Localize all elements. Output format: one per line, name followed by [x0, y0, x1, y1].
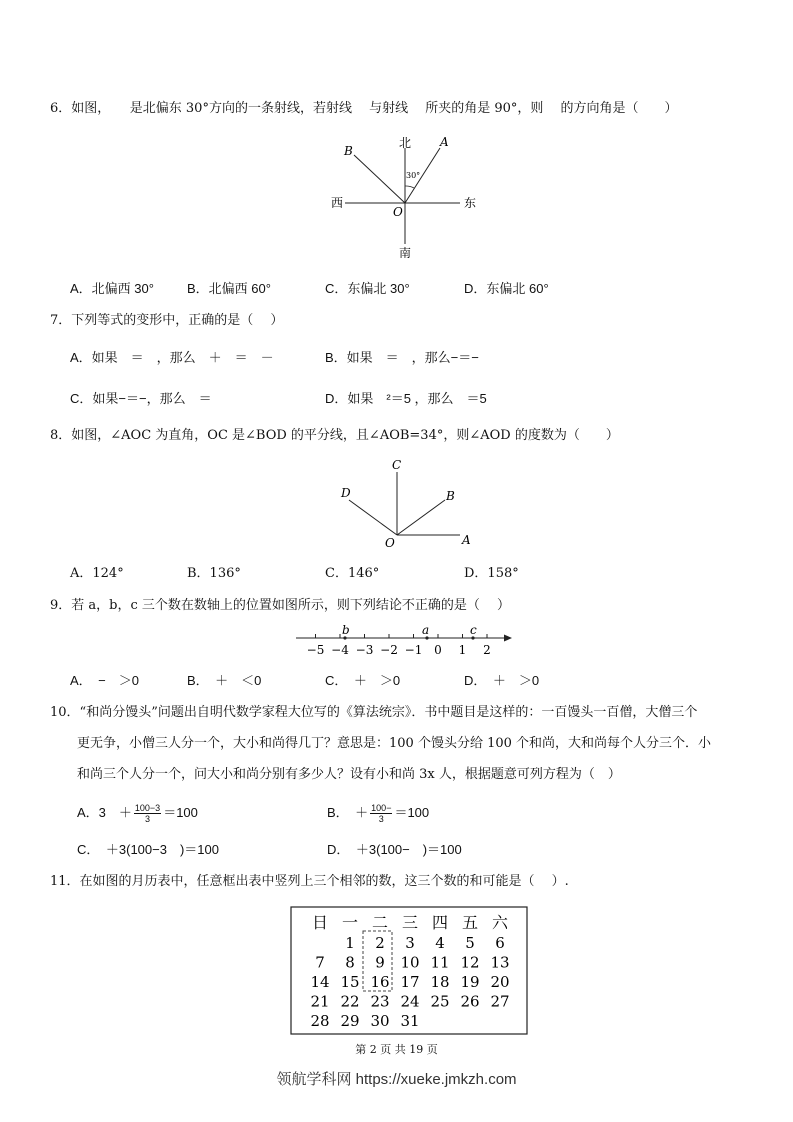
q7-stem: 7．下列等式的变形中，正确的是（ ） [50, 313, 284, 328]
q9-option-c: C． ＋ ＞0 [325, 673, 401, 688]
q6-stem: 6．如图， 是北偏东 30°方向的一条射线，若射线 与射线 所夹的角是 90°，则 的方向角是（ ） [50, 101, 678, 116]
q8-option-b: B．136° [187, 566, 241, 581]
calendar-day-cell: 9 [375, 953, 385, 972]
calendar-day-cell: 6 [495, 934, 505, 952]
q6-option-d: D．东偏北 60° [464, 281, 549, 296]
q7-option-d: D．如果 ²＝5 ，那么 ＝5 [325, 391, 487, 406]
q10-line-3: 和尚三个人分一个，问大小和尚分别有多少人？设有小和尚 3x 人，根据题意可列方程为（ ） [77, 767, 621, 782]
q8-stem: 8．如图，∠AOC 为直角，OC 是∠BOD 的平分线，且∠AOB=34°，则∠AOD 的度数为（ ） [50, 428, 619, 443]
q10-option-d: D． ＋3(100− )＝100 [327, 842, 462, 857]
calendar-day-cell: 24 [400, 992, 420, 1011]
q10-option-b-label: B． ＋ [327, 805, 369, 820]
q6-north: 北 [399, 136, 412, 150]
q9-option-d: D． ＋ ＞0 [464, 673, 540, 688]
q9-option-b: B． ＋ ＜0 [187, 673, 262, 688]
q8-option-d: D．158° [464, 566, 519, 581]
calendar-day-cell: 27 [490, 992, 510, 1011]
calendar-day-cell: 18 [430, 973, 450, 991]
q10-option-b-numerator: 100− [371, 803, 392, 814]
calendar-day-cell: 16 [370, 973, 390, 991]
q10-option-a-denominator: 3 [145, 814, 151, 825]
calendar-day-cell: 22 [340, 992, 360, 1011]
calendar-day-cell: 29 [340, 1012, 360, 1030]
q8-label-a: A [462, 533, 471, 547]
q9-tick-label: 0 [434, 643, 442, 657]
q6-label-a: A [440, 135, 449, 149]
q6-option-b: B．北偏西 60° [187, 281, 271, 296]
q9-tick-label: 1 [458, 643, 467, 657]
q9-stem: 9．若 a，b，c 三个数在数轴上的位置如图所示，则下列结论不正确的是（ ） [50, 598, 511, 613]
calendar-day-cell: 28 [310, 1012, 330, 1030]
q10-line-1: 10．“和尚分馒头”问题出自明代数学家程大位写的《算法统宗》．书中题目是这样的：一百馒头一百僧，大僧三个 [50, 705, 698, 720]
calendar-day-cell: 11 [430, 953, 450, 972]
q10-line-2: 更无争，小僧三人分一个，大小和尚得几丁？意思是：100 个馒头分给 100 个和尚，大和尚每个人分三个．小 [77, 736, 712, 751]
calendar-day-cell: 23 [370, 992, 390, 1011]
calendar-day-cell: 20 [490, 973, 510, 991]
q9-label-b: b [342, 623, 350, 637]
calendar-day-cell: 3 [405, 934, 415, 952]
q7-option-b: B．如果 ＝ ，那么−＝− [325, 350, 479, 365]
q6-west: 西 [331, 196, 344, 210]
q8-label-b: B [446, 489, 455, 503]
calendar-day-cell: 8 [345, 953, 355, 972]
calendar-day-cell: 7 [315, 953, 325, 972]
calendar-day-cell: 12 [460, 953, 480, 972]
calendar-day-cell: 25 [430, 992, 450, 1011]
calendar-day-cell: 5 [465, 934, 475, 952]
calendar-day-cell: 30 [370, 1012, 390, 1030]
calendar-day-cell: 15 [340, 973, 360, 991]
q9-label-a: a [422, 623, 430, 637]
calendar-header-cell: 五 [461, 913, 479, 932]
q9-tick-label: −2 [380, 643, 398, 657]
calendar-day-cell: 10 [400, 953, 420, 972]
q8-option-a: A．124° [70, 566, 124, 581]
calendar-header-cell: 六 [491, 913, 509, 932]
q6-label-o: O [393, 205, 403, 219]
q6-label-b: B [344, 144, 353, 158]
page-number: 第 2 页 共 19 页 [355, 1043, 438, 1056]
q8-option-c: C．146° [325, 566, 380, 581]
q10-option-b-tail: ＝100 [394, 805, 430, 820]
q9-tick-label: −4 [331, 643, 349, 657]
q11-stem: 11．在如图的月历表中，任意框出表中竖列上三个相邻的数，这三个数的和可能是（ ）. [50, 874, 569, 889]
calendar-day-cell: 17 [400, 973, 420, 991]
q10-option-c: C． ＋3(100−3 )＝100 [77, 842, 219, 857]
q9-tick-label: −3 [355, 643, 374, 657]
calendar-header-cell: 三 [401, 913, 419, 932]
calendar-day-cell: 21 [310, 992, 330, 1011]
q6-south: 南 [399, 246, 412, 260]
calendar-header-cell: 二 [371, 913, 389, 932]
q9-tick-label: −1 [404, 643, 423, 657]
q10-option-b-denominator: 3 [378, 814, 384, 825]
q6-angle-label: 30° [406, 171, 421, 180]
q10-option-a-tail: ＝100 [163, 805, 198, 820]
q6-option-a: A．北偏西 30° [70, 281, 154, 296]
calendar-day-cell: 14 [310, 973, 330, 991]
q10-option-a-numerator: 100−3 [134, 803, 161, 814]
calendar-day-cell: 19 [460, 973, 480, 991]
site-watermark: 领航学科网 https://xueke.jmkzh.com [276, 1071, 517, 1088]
calendar-day-cell: 26 [460, 992, 480, 1011]
q9-option-a: A． − ＞0 [70, 673, 139, 688]
q8-label-o: O [385, 536, 395, 550]
calendar-day-cell: 4 [435, 934, 445, 952]
q7-option-c: C．如果−＝−，那么 ＝ [70, 391, 212, 406]
calendar-header-cell: 四 [431, 913, 449, 932]
calendar-day-cell: 13 [490, 953, 510, 972]
q8-label-d: D [341, 486, 351, 500]
q9-tick-label: −5 [306, 643, 325, 657]
q6-east: 东 [464, 196, 477, 210]
q6-option-c: C．东偏北 30° [325, 281, 410, 296]
calendar-header-cell: 日 [311, 913, 329, 932]
calendar-day-cell: 31 [400, 1012, 420, 1030]
q7-option-a: A．如果 ＝ ，那么 ＋ ＝ － [70, 350, 274, 365]
q9-label-c: c [470, 623, 477, 637]
calendar-day-cell: 1 [345, 934, 355, 952]
calendar-day-cell: 2 [375, 934, 385, 952]
q10-option-a-label: A．3 ＋ [77, 805, 132, 820]
q9-tick-label: 2 [483, 643, 491, 657]
calendar-header-cell: 一 [341, 913, 359, 932]
q8-label-c: C [392, 458, 402, 472]
